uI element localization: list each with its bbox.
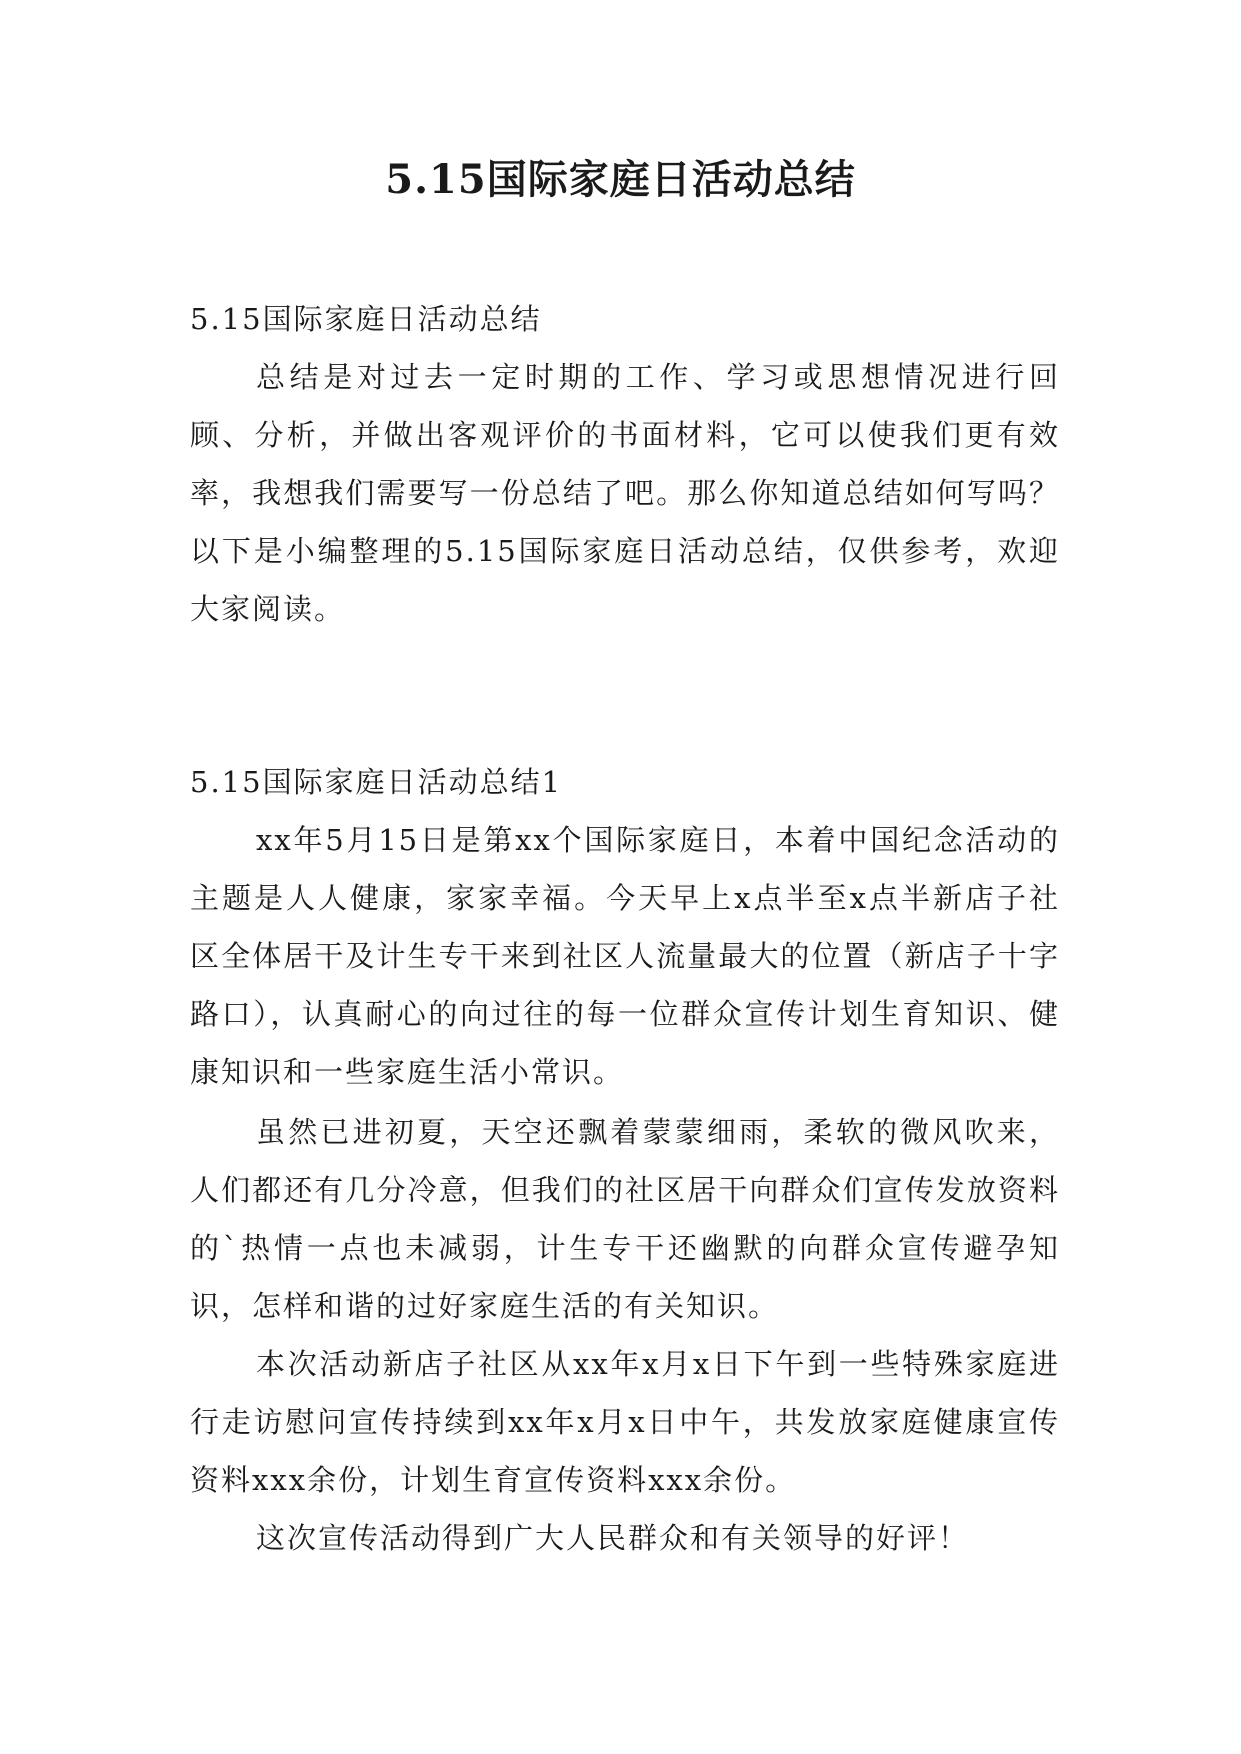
intro-paragraph: 总结是对过去一定时期的工作、学习或思想情况进行回顾、分析，并做出客观评价的书面材料，它可以使我们更有效率，我想我们需要写一份总结了吧。那么你知道总结如何写吗？以下是小编整理的5.15国际家庭日活动总结，仅供参考，欢迎大家阅读。 (190, 360, 1060, 626)
section-1-paragraph-4: 这次宣传活动得到广大人民群众和有关领导的好评！ (256, 1521, 970, 1555)
document-title: 5.15国际家庭日活动总结 (385, 156, 856, 203)
section-1-heading: 5.15国际家庭日活动总结1 (190, 765, 563, 799)
section-1-paragraph-2: 虽然已进初夏，天空还飘着蒙蒙细雨，柔软的微风吹来，人们都还有几分冷意，但我们的社区居干向群众们宣传发放资料的`热情一点也未减弱，计生专干还幽默的向群众宣传避孕知识，怎样和谐的过好家庭生活的有关知识。 (190, 1115, 1060, 1323)
section-1-paragraph-1: xx年5月15日是第xx个国际家庭日，本着中国纪念活动的主题是人人健康，家家幸福。今天早上x点半至x点半新店子社区全体居干及计生专干来到社区人流量最大的位置（新店子十字路口），认真耐心的向过往的每一位群众宣传计划生育知识、健康知识和一些家庭生活小常识。 (190, 823, 1060, 1089)
intro-heading: 5.15国际家庭日活动总结 (190, 302, 542, 336)
section-1-paragraph-3: 本次活动新店子社区从xx年x月x日下午到一些特殊家庭进行走访慰问宣传持续到xx年x月x日中午，共发放家庭健康宣传资料xxx余份，计划生育宣传资料xxx余份。 (190, 1347, 1060, 1497)
